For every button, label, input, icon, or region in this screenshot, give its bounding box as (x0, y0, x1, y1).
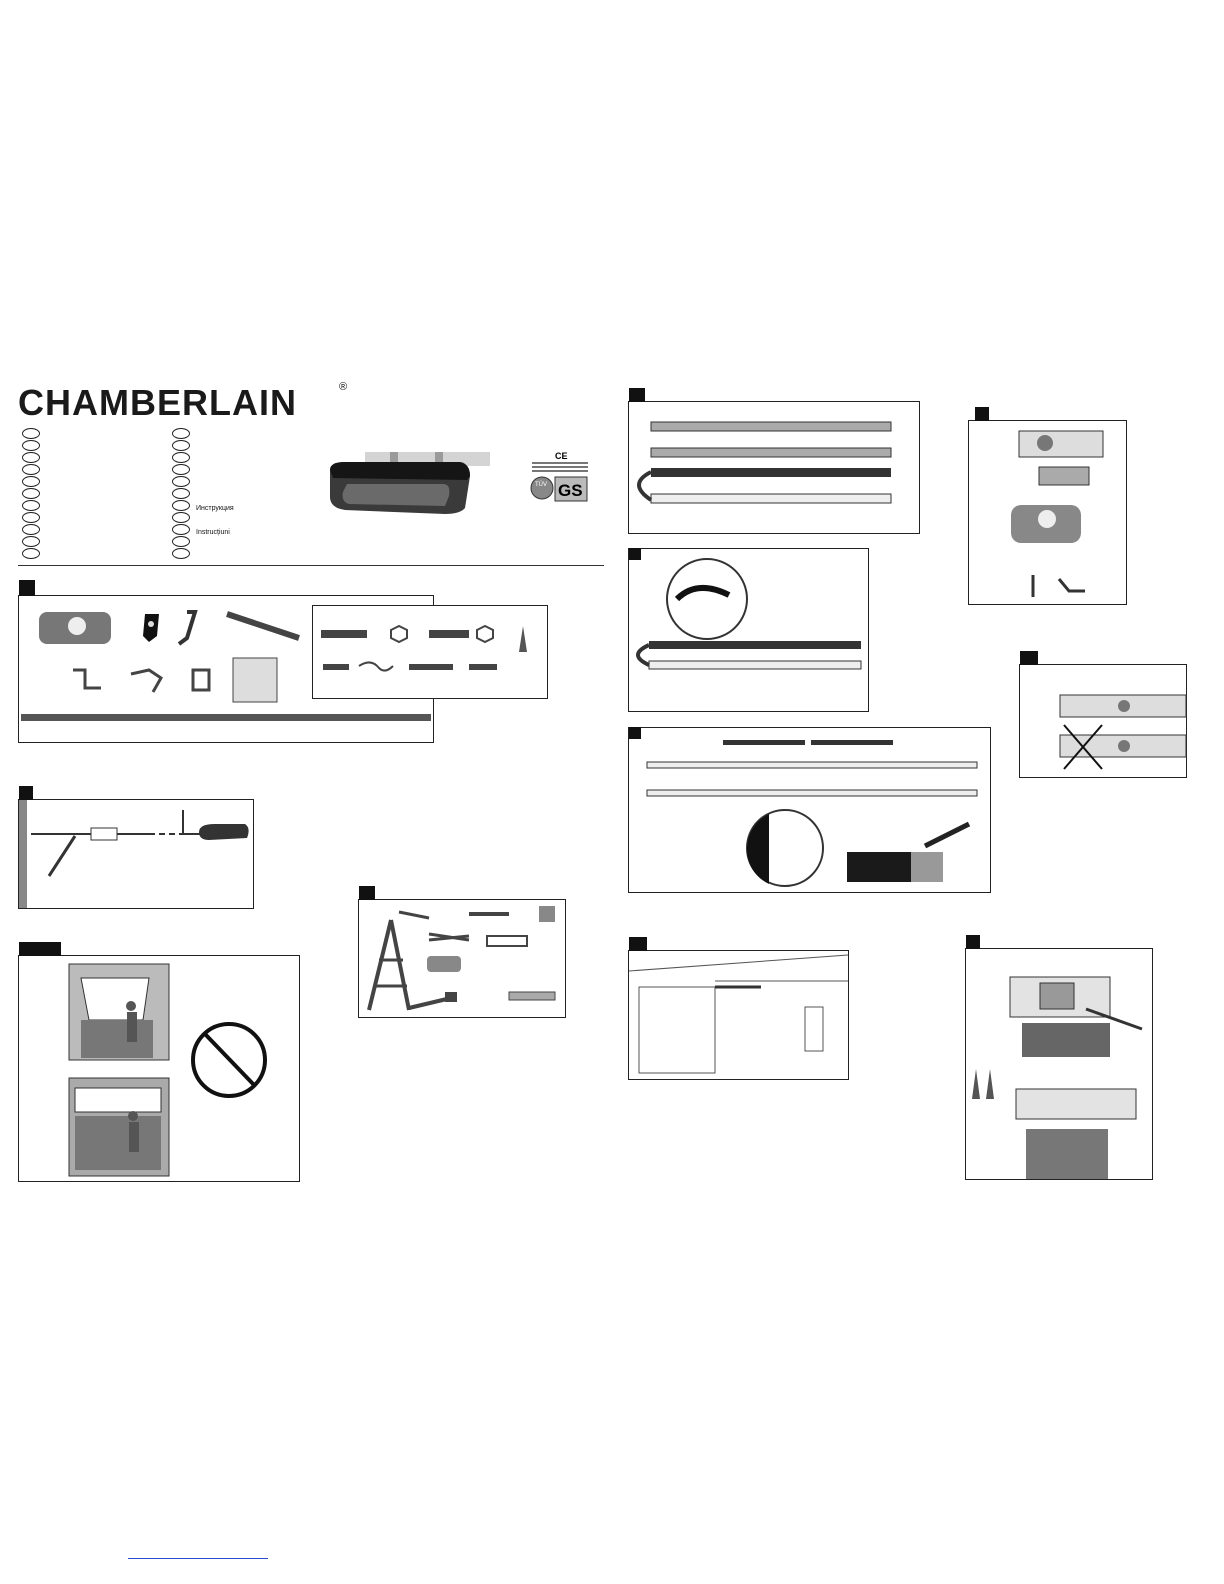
language-label-russian: Инструкция (196, 505, 234, 512)
certification-badges (528, 450, 593, 505)
rail-assembly-drawing (629, 402, 919, 533)
screw-icon (409, 664, 453, 670)
brand-logo: CHAMBERLAIN (18, 382, 297, 423)
drill-icon (427, 956, 461, 972)
bolt-icon (429, 630, 469, 638)
hardware-drawing (319, 622, 543, 692)
language-bubble (22, 464, 40, 475)
chain-detail-drawing (629, 549, 868, 711)
step-tag (629, 388, 645, 402)
nut-icon (391, 626, 407, 642)
language-bubble (172, 536, 190, 547)
language-label-romanian: Instrucțiuni (196, 529, 230, 536)
language-bubble (172, 488, 190, 499)
panel-door-types (18, 955, 300, 1182)
language-bubble (172, 500, 190, 511)
door-arm-icon (179, 612, 195, 644)
rail-icon (651, 468, 891, 503)
step-tag (19, 786, 33, 800)
footer-link-underline (128, 1558, 268, 1559)
language-bubble (22, 428, 40, 439)
tools-drawing (359, 900, 565, 1017)
overview-drawing (19, 800, 253, 908)
step-tag (966, 935, 980, 949)
section-divider (18, 565, 604, 566)
panel-rail-assembly (628, 401, 920, 534)
panel-installation-overview (18, 799, 254, 909)
bracket-icon (193, 670, 209, 690)
chain-icon (638, 645, 649, 665)
person-icon (128, 1111, 139, 1152)
nut-icon (477, 626, 493, 642)
rail-icon (651, 448, 891, 457)
tape-measure-icon (539, 906, 555, 922)
language-bubble (172, 440, 190, 451)
pin-icon (323, 664, 349, 670)
panel-garage-room (628, 950, 849, 1080)
rail-icon (651, 422, 891, 431)
ladder-icon (369, 920, 409, 1010)
language-bubble (172, 476, 190, 487)
wall-plug-icon (972, 1069, 994, 1099)
hardware-bag-icon (233, 658, 277, 702)
step-tag (19, 580, 35, 596)
perforated-strap-icon (227, 614, 299, 638)
rail-joining-drawing (629, 728, 990, 892)
language-bubble (22, 524, 40, 535)
level-icon (509, 992, 555, 1000)
trolley-position-drawing (1020, 665, 1186, 777)
registered-mark: ® (339, 381, 348, 393)
language-bubble (172, 548, 190, 559)
panel-rail-joining (628, 727, 991, 893)
bracket-icon (131, 670, 161, 692)
panel-chain-detail (628, 548, 869, 712)
screwdriver-icon (925, 824, 969, 846)
rail-icon (21, 714, 431, 721)
remote-icon (143, 614, 159, 642)
language-bubble (22, 548, 40, 559)
chain-icon (639, 472, 651, 500)
panel-header-bracket (965, 948, 1153, 1180)
language-bubble (22, 440, 40, 451)
trolley-drawing (969, 421, 1126, 604)
rail-icon (647, 790, 977, 796)
language-bubble (172, 524, 190, 535)
language-bubble (172, 464, 190, 475)
step-tag (975, 407, 989, 421)
panel-tools (358, 899, 566, 1018)
panel-trolley-position (1019, 664, 1187, 778)
clip-icon (359, 662, 393, 670)
screw-icon (469, 664, 497, 670)
garage-door-icon (69, 1078, 169, 1176)
language-bubble (22, 512, 40, 523)
garage-door-icon (69, 964, 169, 1060)
step-tag (1020, 651, 1038, 665)
language-bubble (22, 500, 40, 511)
prohibited-icon (193, 1024, 265, 1096)
ce-mark: CE (555, 451, 568, 461)
rail-icon (649, 641, 861, 669)
hammer-icon (409, 992, 457, 1008)
wall-plug-icon (519, 626, 527, 652)
language-bubble (22, 536, 40, 547)
panel-hardware (312, 605, 548, 699)
screwdriver-icon (399, 912, 429, 918)
language-bubble (22, 476, 40, 487)
language-bubble (22, 488, 40, 499)
door-types-drawing (19, 956, 299, 1181)
step-tag (359, 886, 375, 900)
bolt-icon (321, 630, 367, 638)
gs-mark: GS (558, 481, 583, 500)
opener-product-image (325, 450, 495, 520)
panel-trolley (968, 420, 1127, 605)
opener-unit-icon (1011, 505, 1081, 543)
language-bubble (172, 512, 190, 523)
pliers-icon (429, 934, 469, 940)
tuv-mark: TÜV (535, 482, 547, 488)
opener-unit-icon (39, 612, 111, 644)
step-tag (629, 937, 647, 951)
language-bubble (172, 452, 190, 463)
rail-icon (647, 762, 977, 768)
bracket-icon (1059, 579, 1085, 591)
saw-icon (487, 936, 527, 946)
garage-room-drawing (629, 951, 848, 1079)
language-bubble (22, 452, 40, 463)
language-bubble (172, 428, 190, 439)
step-tag (19, 942, 61, 956)
bracket-icon (73, 670, 101, 688)
header-bracket-drawing (966, 949, 1152, 1179)
person-icon (126, 1001, 137, 1042)
